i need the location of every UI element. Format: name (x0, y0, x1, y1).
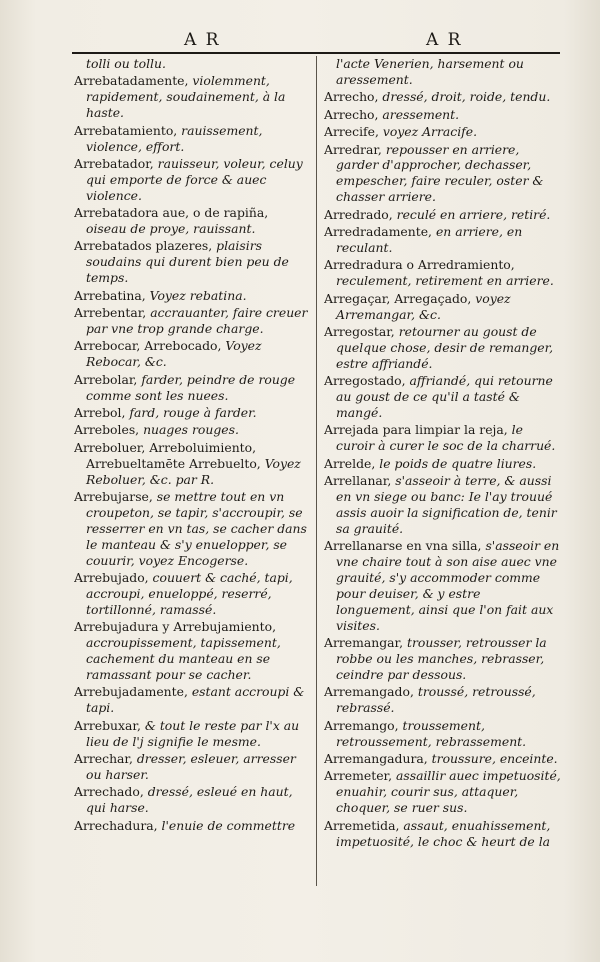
dictionary-entry (74, 570, 310, 618)
entry-headword: Arrebatamiento, (74, 122, 178, 138)
entry-definition: accrauanter, faire creuer par vne trop grande charge. (86, 305, 308, 336)
entry-definition: farder, peindre de rouge comme sont les nuees. (86, 371, 296, 403)
dictionary-entry (324, 718, 562, 750)
entry-definition: aressement. (378, 106, 460, 122)
header-left: A R (184, 30, 221, 50)
entry-definition: l'acte Venerien, harsement ou aressement. (336, 56, 524, 87)
entry-headword: Arreboluer, Arreboluimiento, Arrebueltamēte Arrebuelto, (74, 439, 261, 471)
dictionary-entry (324, 324, 562, 372)
dictionary-entry (324, 257, 562, 289)
entry-definition: reculé en arriere, retiré. (392, 206, 551, 222)
entry-definition: estant accroupi & tapi. (86, 684, 305, 716)
dictionary-entry (74, 751, 310, 783)
entry-definition: dressé, esleué en haut, qui harse. (86, 784, 293, 816)
entry-definition: reculement, retirement en arriere. (336, 273, 554, 289)
column-divider (316, 56, 317, 886)
entry-headword: Arregostado, (324, 373, 406, 389)
entry-headword: Arrejada para limpiar la reja, (324, 422, 508, 438)
entry-definition: accroupissement, tapissement, cachement du manteau en se ramassant pour se cacher. (86, 635, 281, 683)
entry-headword: Arrelde, (324, 455, 376, 471)
entry-headword: Arredrar, (324, 141, 382, 157)
entry-headword: Arregaçar, Arregaçado, (324, 290, 472, 306)
dictionary-entry (324, 635, 562, 683)
dictionary-entry (74, 684, 310, 716)
dictionary-entry (74, 238, 310, 286)
entry-definition: se mettre tout en vn croupeton, se tapir, s'accroupir, se resserrer en vn tas, se cacher dans le manteau & s'y enuelopper, se couurir, voyez Encogerse. (86, 489, 307, 568)
right-column (324, 56, 562, 886)
dictionary-entry (324, 56, 562, 88)
dictionary-entry (324, 224, 562, 256)
entry-definition: trousser, retrousser la robbe ou les manches, rebrasser, ceindre par dessous. (336, 635, 547, 683)
dictionary-entry (324, 373, 562, 421)
entry-definition: plaisirs soudains qui durent bien peu de temps. (86, 238, 289, 286)
entry-headword: Arrebatador, (74, 155, 154, 171)
dictionary-entry (74, 205, 310, 237)
entry-definition: troussure, enceinte. (427, 751, 558, 767)
dictionary-entry (74, 784, 310, 816)
entry-definition: couuert & caché, tapi, accroupi, enueloppé, reserré, tortillonné, ramassé. (86, 570, 293, 617)
dictionary-entry (74, 73, 310, 121)
entry-definition: fard, rouge à farder. (125, 405, 257, 421)
entry-headword: Arremangado, (324, 684, 414, 700)
entry-definition: voyez Arremangar, &c. (336, 290, 511, 322)
left-column (74, 56, 310, 886)
entry-headword: Arrellanar, (324, 473, 392, 489)
header-rule (72, 52, 560, 54)
entry-headword: Arrebocar, Arrebocado, (74, 338, 222, 354)
entry-headword: Arredradamente, (324, 224, 433, 240)
entry-definition: en arriere, en reculant. (336, 224, 523, 255)
entry-headword: Arrebatadora aue, o de rapiña, (74, 205, 269, 221)
entry-definition: nuages rouges. (139, 422, 239, 438)
entry-headword: Arredradura o Arredramiento, (324, 257, 515, 273)
entry-definition: repousser en arriere, garder d'approcher, dechasser, empescher, faire reculer, oster & chasser arriere. (336, 141, 544, 205)
entry-headword: Arrecho, (324, 106, 379, 122)
dictionary-entry (74, 718, 310, 750)
entry-headword: Arredrado, (324, 206, 393, 222)
entry-definition: oiseau de proye, rauissant. (86, 221, 256, 237)
entry-definition: retourner au goust de quelque chose, desir de remanger, estre affriandé. (336, 324, 554, 371)
entry-headword: Arrecho, (324, 89, 379, 105)
entry-headword: Arremangar, (324, 635, 404, 651)
dictionary-entry (74, 56, 310, 72)
entry-headword: Arrechado, (74, 784, 144, 800)
entry-headword: Arrebatina, (74, 287, 146, 303)
entry-headword: Arrechadura, (74, 817, 158, 833)
dictionary-entry (324, 473, 562, 537)
entry-definition: s'asseoir à terre, & aussi en vn siege ou banc: Ie l'ay trouué assis auoir la signification de, tenir sa grauité. (336, 473, 557, 536)
entry-definition: l'enuie de commettre (157, 817, 296, 833)
entry-headword: Arremetida, (324, 817, 400, 833)
entry-definition: troussé, retroussé, rebrassé. (336, 684, 536, 716)
dictionary-entry (324, 291, 562, 323)
dictionary-entry (74, 489, 310, 569)
dictionary-entry (324, 684, 562, 716)
entry-headword: Arrebuxar, (74, 717, 141, 733)
entry-definition: Voyez Rebocar, &c. (86, 338, 262, 370)
dictionary-entry (324, 107, 562, 123)
entry-definition: Voyez Reboluer, &c. par R. (86, 455, 301, 487)
entry-headword: Arrebentar, (74, 305, 147, 321)
entry-definition: Voyez rebatina. (145, 287, 247, 303)
entry-definition: voyez Arracife. (378, 124, 478, 140)
entry-headword: Arrebolar, (74, 371, 138, 387)
dictionary-entry (324, 207, 562, 223)
dictionary-entry (74, 288, 310, 304)
entry-headword: Arrebujadura y Arrebujamiento, (74, 619, 277, 635)
entry-headword: Arremango, (324, 717, 399, 733)
dictionary-entry (74, 305, 310, 337)
entry-headword: Arrellanarse en vna silla, (324, 538, 482, 554)
dictionary-entry (74, 372, 310, 404)
entry-definition: dresser, esleuer, arresser ou harser. (86, 751, 296, 782)
entry-headword: Arrebujarse, (74, 489, 153, 505)
entry-definition: s'asseoir en vne chaire tout à son aise auec vne grauité, s'y accommoder comme pour deuiser, & y estre longuement, ainsi que l'on fait aux visites. (336, 538, 560, 633)
dictionary-entry (324, 124, 562, 140)
dictionary-entry (324, 818, 562, 850)
dictionary-entry (74, 440, 310, 488)
entry-definition: assaut, enuahissement, impetuosité, le choc & heurt de la (336, 817, 551, 849)
entry-definition: dressé, droit, roide, tendu. (378, 89, 551, 105)
entry-headword: Arrechar, (74, 751, 133, 767)
dictionary-entry (324, 768, 562, 816)
entry-definition: violemment, rapidement, soudainement, à la haste. (86, 73, 286, 121)
entry-definition: rauissement, violence, effort. (86, 122, 263, 154)
entry-headword: Arrebatadamente, (74, 73, 189, 89)
dictionary-entry (74, 156, 310, 204)
entry-headword: Arremangadura, (324, 751, 428, 767)
dictionary-entry (324, 422, 562, 454)
entry-definition: affriandé, qui retourne au goust de ce qu'il a tasté & mangé. (336, 373, 553, 421)
entry-definition: assaillir auec impetuosité, enuahir, courir sus, attaquer, choquer, se ruer sus. (336, 768, 561, 816)
entry-definition: le curoir à curer le soc de la charrué. (336, 422, 556, 454)
entry-headword: Arregostar, (324, 324, 395, 339)
header-right: A R (426, 30, 463, 50)
entry-definition: rauisseur, voleur, celuy qui emporte de force & auec violence. (86, 155, 303, 203)
entry-headword: Arrebujadamente, (74, 684, 188, 700)
entry-headword: Arremeter, (324, 768, 393, 784)
dictionary-entry (74, 818, 310, 834)
entry-headword: Arrebujado, (74, 570, 149, 586)
entry-headword: Arrecife, (324, 124, 379, 140)
dictionary-entry (324, 751, 562, 767)
dictionary-entry (74, 123, 310, 155)
dictionary-entry (74, 405, 310, 421)
dictionary-entry (324, 456, 562, 472)
entry-definition: troussement, retroussement, rebrassement. (336, 717, 527, 749)
dictionary-entry (74, 619, 310, 683)
dictionary-entry (324, 538, 562, 633)
entry-definition: tolli ou tollu. (86, 56, 166, 71)
dictionary-entry (74, 422, 310, 438)
dictionary-entry (324, 142, 562, 206)
dictionary-entry (324, 89, 562, 105)
entry-headword: Arreboles, (74, 422, 140, 438)
entry-definition: & tout le reste par l'x au lieu de l'j signifie le mesme. (86, 717, 300, 749)
entry-definition: le poids de quatre liures. (375, 455, 537, 471)
entry-headword: Arrebatados plazeres, (74, 238, 213, 254)
running-header (72, 30, 560, 50)
entry-headword: Arrebol, (74, 405, 126, 421)
dictionary-entry (74, 338, 310, 370)
